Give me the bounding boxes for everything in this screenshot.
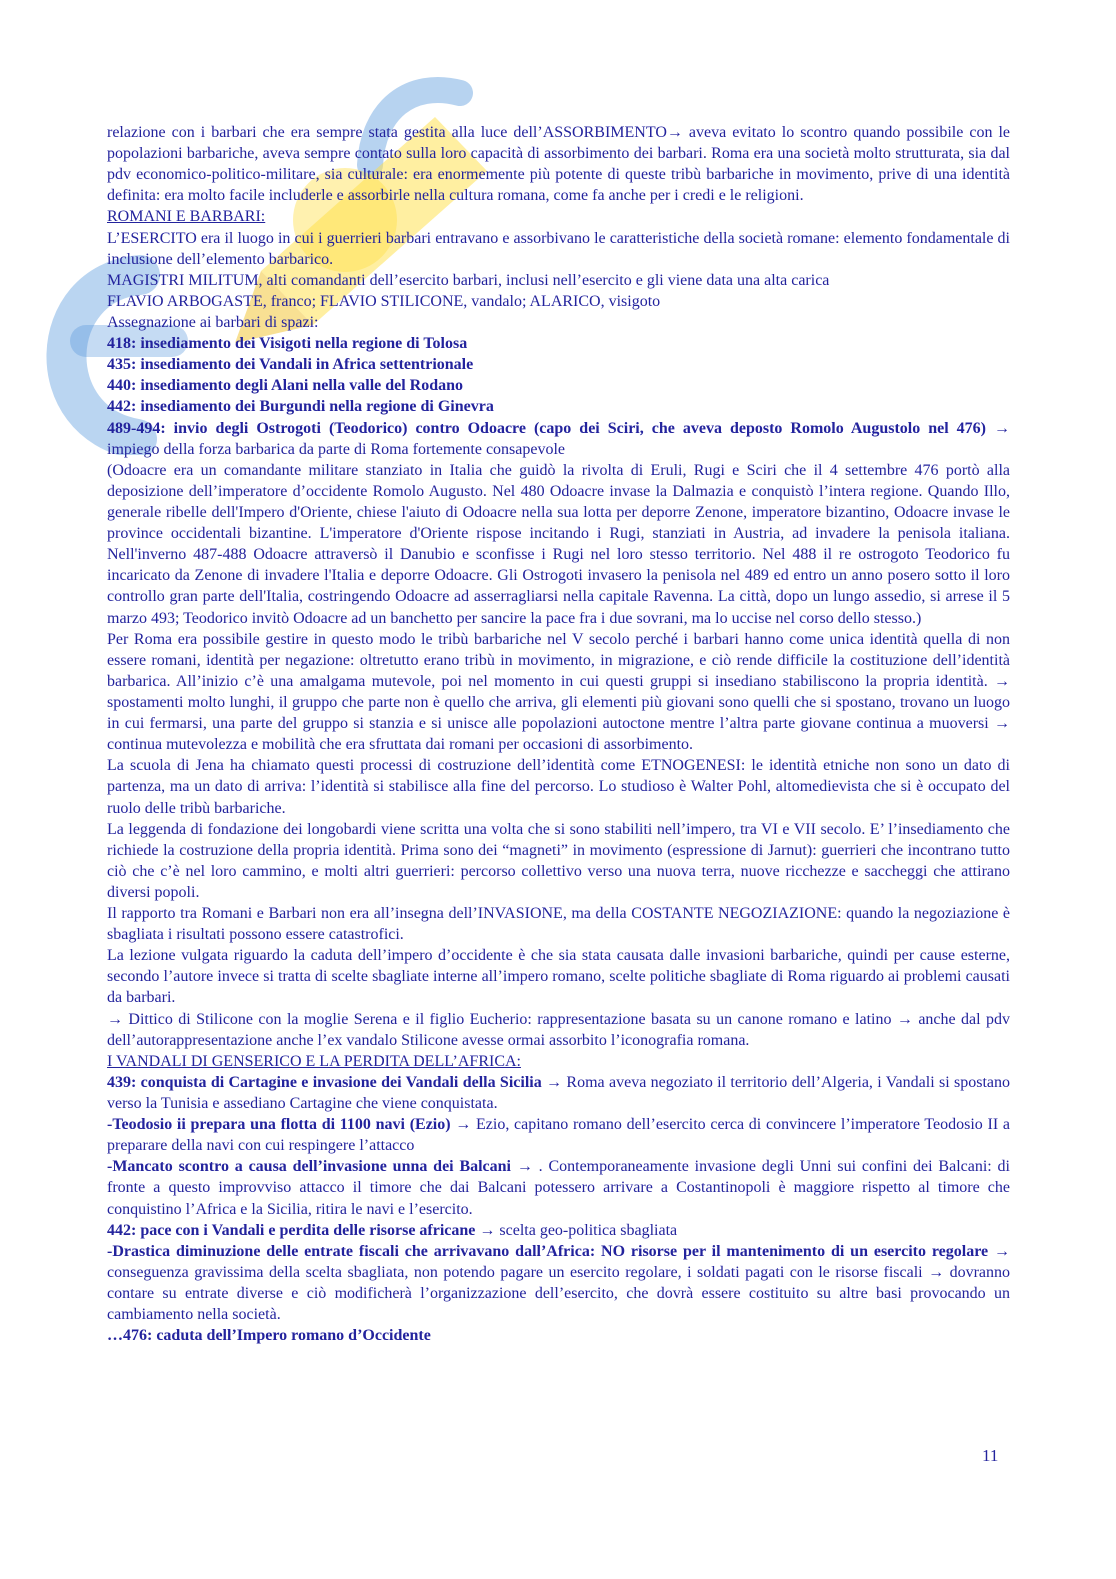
- lezione-vulgata-paragraph: La lezione vulgata riguardo la caduta dell’impero d’occidente è che sia stata causata dalle invasioni barbariche, quindi per cause esterne, secondo l’autore invece si tratta di scelte sbagliate interne all’impero romano, scelte politiche sbagliate di Roma riguardo ai problemi causati da barbari.: [107, 947, 1010, 1007]
- drastica-diminuzione-item: [107, 1241, 1010, 1325]
- event-418: 418: insediamento dei Visigoti nella regione di Tolosa: [107, 335, 468, 353]
- mancato-scontro-lead: -Mancato scontro a causa dell’invasione unna dei Balcani →: [107, 1158, 539, 1176]
- caduta-476-line: …476: caduta dell’Impero romano d’Occidente: [107, 1327, 431, 1345]
- teodosio-flotta-lead: -Teodosio ii prepara una flotta di 1100 navi (Ezio) →: [107, 1116, 477, 1134]
- event-442-pace-rest: scelta geo-politica sbagliata: [499, 1221, 678, 1239]
- assegnazione-line: Assegnazione ai barbari di spazi:: [107, 313, 319, 331]
- flavio-line: FLAVIO ARBOGASTE, franco; FLAVIO STILICONE, vandalo; ALARICO, visigoto: [107, 292, 661, 310]
- event-439-rest: Roma aveva negoziato il territorio dell’Algeria, i Vandali si spostano verso la Tunisia e assediano Cartagine che viene conquistata.: [107, 1073, 1010, 1113]
- event-442-pace-lead: 442: pace con i Vandali e perdita delle risorse africane →: [107, 1221, 500, 1239]
- event-435: 435: insediamento dei Vandali in Africa settentrionale: [107, 356, 474, 374]
- drastica-diminuzione-rest: conseguenza gravissima della scelta sbagliata, non potendo pagare un esercito regolare, i soldati pagati con le risorse fiscali → dovranno contare su entrate diverse e ciò modificherà l’organizzazione dell’esercito, che dovrà essere costituito su altre basi provocando un cambiamento nella società.: [107, 1263, 1010, 1324]
- intro-paragraph: relazione con i barbari che era sempre stata gestita alla luce dell’ASSORBIMENTO→ aveva evitato lo scontro quando possibile con le popolazioni barbariche, aveva sempre contato sulla loro capacità di assorbimento dei barbari. Roma era una società molto strutturata, sia dal pdv economico-politico-militare, sia culturale: era enormemente più potente di queste tribù barbariche in movimento, prive di una identità definita: era molto facile includerle e assorbirle nella cultura romana, come fa anche per i credi e le religioni.: [107, 124, 1010, 205]
- mancato-scontro-item: [107, 1156, 1010, 1219]
- section-heading-vandali-genserico: I VANDALI DI GENSERICO E LA PERDITA DELL’AFRICA:: [107, 1052, 521, 1070]
- dittico-paragraph: → Dittico di Stilicone con la moglie Serena e il figlio Eucherio: rappresentazione basata su un canone romano e latino → anche dal pdv dell’autorappresentazione anche l’ex vandalo Stilicone avesse ormai assorbito l’iconografia romana.: [107, 1010, 1010, 1049]
- etnogenesi-paragraph: La scuola di Jena ha chiamato questi processi di costruzione dell’identità come ETNOGENESI: le identità etniche non sono un dato di partenza, ma un dato di arriva: l’identità si stabilisce alla fine del percorso. Lo studioso è Walter Pohl, altomedievista che si è occupato del ruolo delle tribù barbariche.: [107, 757, 1010, 817]
- event-439-lead: 439: conquista di Cartagine e invasione dei Vandali della Sicilia →: [107, 1073, 567, 1091]
- drastica-diminuzione-lead: -Drastica diminuzione delle entrate fiscali che arrivavano dall’Africa: NO risorse per il mantenimento di un esercito regolare →: [107, 1242, 1010, 1260]
- event-439: [107, 1072, 1010, 1114]
- esercito-paragraph: L’ESERCITO era il luogo in cui i guerrieri barbari entravano e assorbivano le caratteristiche della società romane: elemento fondamentale di inclusione dell’elemento barbarico.: [107, 229, 1010, 268]
- odoacre-note-paragraph: (Odoacre era un comandante militare stanziato in Italia che guidò la rivolta di Eruli, Rugi e Sciri che il 4 settembre 476 portò alla deposizione dell’imperatore d’occidente Romolo Augusto. Nel 480 Odoacre invase la Dalmazia e conquistò l’intera regione. Quando Illo, generale ribelle dell'Impero d'Oriente, chiese l'aiuto di Odoacre nella sua lotta per deporre Zenone, imperatore bizantino, Odoacre invase le province occidentali bizantine. L'imperatore d'Oriente rispose incitando i Rugi, stanziati in Austria, ad invadere la penisola italiana. Nell'inverno 487-488 Odoacre attraversò il Danubio e sconfisse i Rugi nel loro stesso territorio. Nel 488 il re ostrogoto Teodorico fu incaricato da Zenone di invadere l'Italia e deporre Odoacre. Gli Ostrogoti invasero la penisola nel 489 ed entro un anno posero sotto il loro controllo gran parte dell'Italia, costringendo Odoacre ad asserragliarsi nella capitale Ravenna. La città, dopo un lungo assedio, si arrese il 5 marzo 493; Teodorico invitò Odoacre ad un banchetto per sancire la pace fra i due sovrani, ma lo uccise nel corso dello stesso.): [107, 461, 1010, 627]
- teodosio-flotta-item: [107, 1114, 1010, 1156]
- longobardi-paragraph: La leggenda di fondazione dei longobardi viene scritta una volta che si sono stabiliti nell’impero, tra VI e VII secolo. E’ l’insediamento che richiede la costruzione della propria identità. Prima sono dei “magneti” in movimento (espressione di Jarnut): guerrieri che incontrano tutto ciò che c’è nel loro cammino, e molti altri guerrieri: percorso collettivo verso una nuova terra, nuove ricchezze e saccheggi che attirano diversi popoli.: [107, 820, 1010, 901]
- section-heading-romani-e-barbari: ROMANI E BARBARI:: [107, 208, 266, 226]
- page-content: [107, 122, 1010, 1346]
- event-489-494: 489-494: invio degli Ostrogoti (Teodorico) contro Odoacre (capo dei Sciri, che aveva deposto Romolo Augustolo nel 476) →: [107, 419, 1010, 437]
- event-442-pace: [107, 1220, 1010, 1241]
- impiego-line: impiego della forza barbarica da parte di Roma fortemente consapevole: [107, 440, 566, 458]
- page-number: 11: [982, 1446, 999, 1465]
- event-442: 442: insediamento dei Burgundi nella regione di Ginevra: [107, 398, 494, 416]
- mancato-scontro-rest: . Contemporaneamente invasione degli Unni sui confini dei Balcani: di fronte a questo improvviso attacco il timore che dai Balcani potessero arrivare a Costantinopoli è maggiore rispetto al timore che conquistino l’Africa e la Sicilia, ritira le navi e l’esercito.: [107, 1158, 1010, 1218]
- teodosio-flotta-rest: Ezio, capitano romano dell’esercito cerca di convincere l’imperatore Teodosio II a preparare della navi con cui respingere l’attacco: [107, 1116, 1010, 1155]
- per-roma-paragraph: Per Roma era possibile gestire in questo modo le tribù barbariche nel V secolo perché i barbari hanno come unica identità quella di non essere romani, identità per negazione: oltretutto erano tribù in movimento, in migrazione, e ciò rende difficile la costituzione dell’identità barbarica. All’inizio c’è una amalgama mutevole, poi nel momento in cui questi gruppi si insediano stabiliscono la propria identità. → spostamenti molto lunghi, il gruppo che parte non è quello che arriva, gli elementi più giovani sono quelli che si spostano, trovano un luogo in cui fermarsi, una parte del gruppo si stanzia e si unisce alle popolazioni autoctone mentre l’altra parte giovane continua a muoversi → continua mutevolezza e mobilità che era sfruttata dai romani per occasioni di assorbimento.: [107, 630, 1010, 754]
- magistri-militum-line: MAGISTRI MILITUM, alti comandanti dell’esercito barbari, inclusi nell’esercito e gli viene data una alta carica: [107, 271, 830, 289]
- rapporto-paragraph: Il rapporto tra Romani e Barbari non era all’insegna dell’INVASIONE, ma della COSTANTE NEGOZIAZIONE: quando la negoziazione è sbagliata i risultati possono essere catastrofici.: [107, 905, 1010, 944]
- event-440: 440: insediamento degli Alani nella valle del Rodano: [107, 377, 464, 395]
